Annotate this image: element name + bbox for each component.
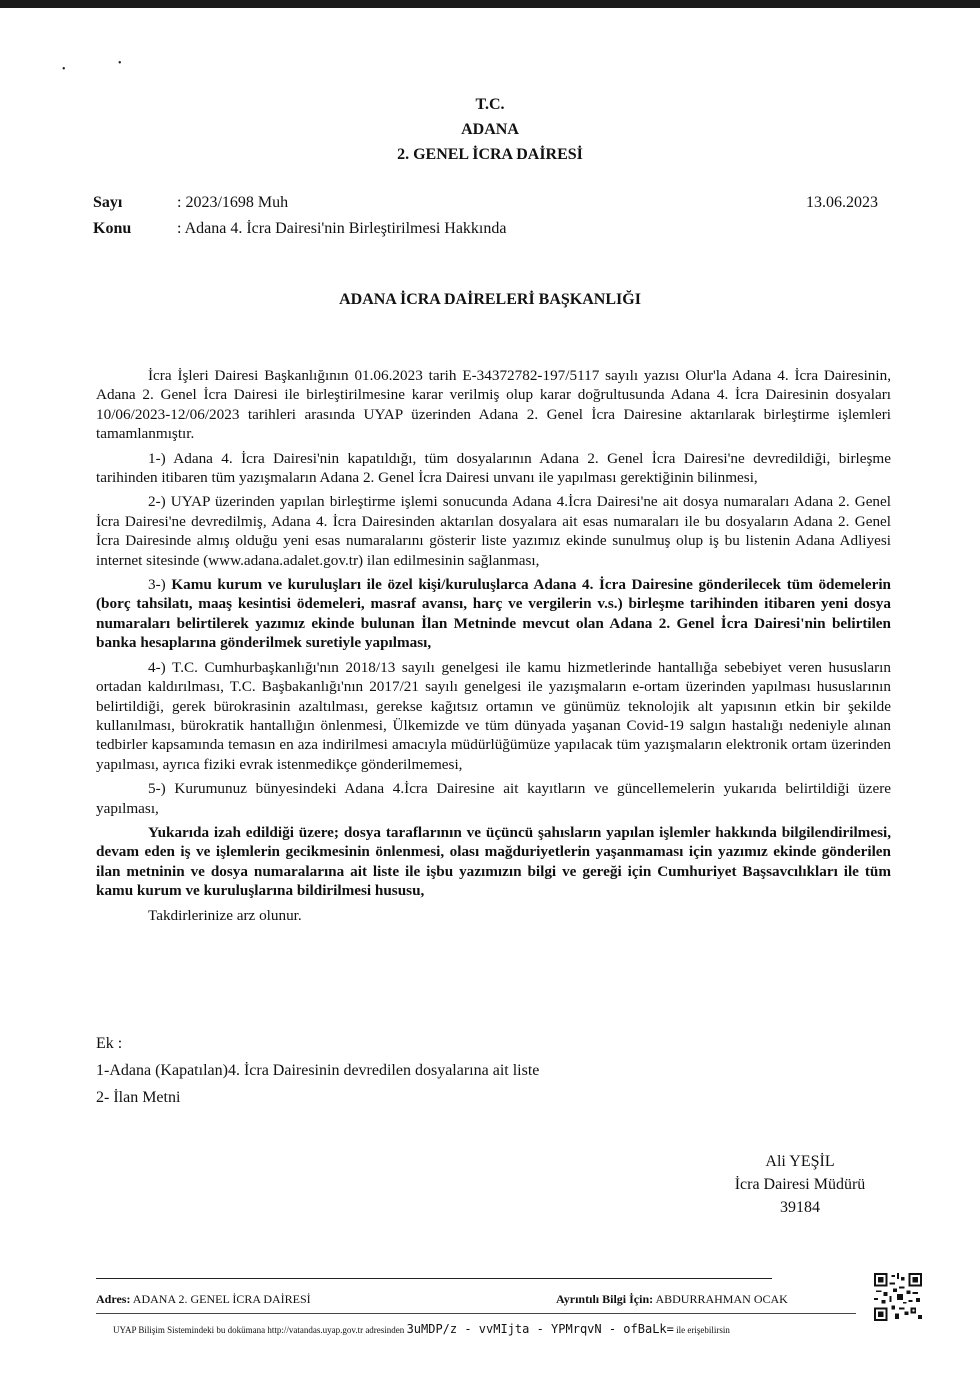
body-paragraph-2: 2-) UYAP üzerinden yapılan birleştirme işlemi sonucunda Adana 4.İcra Dairesi'ne ait dosya numaraları Adana 2. Genel İcra Dairesi'ne devredilmiş, Adana 4. İcra Dairesinden aktarılan dosyalara ait esas numaraları ile bu dosyaların Adana 2. Genel İcra Dairesinde almış olduğu yeni esas numaralarını gösterir liste yazımız ekinde sunulmuş olup iş bu listenin Adana Adliyesi internet sitesinde (www.adana.adalet.gov.tr) ilan edilmesinin sağlanması, (96, 493, 891, 569)
signer-number: 39184 (780, 1199, 820, 1216)
scan-speck: • (62, 64, 66, 75)
verification-suffix: ile erişebilirsin (676, 1325, 730, 1335)
verification-code: 3uMDP/z - vvMIjta - YPMrqvN - ofBaLk= (406, 1322, 674, 1336)
footer-contact (556, 1292, 788, 1307)
footer-divider (96, 1278, 772, 1279)
contact-label: Ayrıntılı Bilgi İçin: (556, 1292, 654, 1306)
verification-line (113, 1322, 730, 1336)
scan-top-edge (0, 0, 980, 8)
signature-block (700, 1150, 900, 1219)
sayi-value: : 2023/1698 Muh (177, 194, 289, 211)
sayi-row (93, 194, 288, 212)
address-value: ADANA 2. GENEL İCRA DAİRESİ (132, 1292, 311, 1306)
body-paragraph-4: 4-) T.C. Cumhurbaşkanlığı'nın 2018/13 sayılı genelgesi ile kamu hizmetlerinde hantallığa sebebiyet veren hususların ortadan kaldırılması, T.C. Başbakanlığı'nın 2017/21 sayılı genelgesi ile yazışmaların e-ortam üzerinden yapılması hususlarının belirtildiği, gerek bürokrasinin azaltılması, gerekse kağıtsız ortamın ve günümüz teknolojik alt yapısının etkin bir şekilde kullanılması, bürokratik hantallığın önlenmesi, Ülkemizde ve tüm dünyada yaşanan Covid-19 salgın hastalığı nedeniyle alınan tedbirler kapsamında temasın en aza indirilmesi amacıyla müdürlüğümüze yapılacak tüm yazışmaların elektronik ortam üzerinden yapılması, ayrıca fiziki evrak istenmedikçe gönderilmemesi, (96, 658, 891, 773)
body-paragraph-3 (96, 575, 891, 653)
document-header (0, 92, 980, 167)
attachments (96, 1030, 539, 1111)
signer-name: Ali YEŞİL (765, 1153, 835, 1170)
header-line-tc: T.C. (475, 96, 505, 113)
addressee: ADANA İCRA DAİRELERİ BAŞKANLIĞI (339, 291, 641, 308)
document-date: 13.06.2023 (806, 194, 878, 211)
document-body (96, 366, 891, 930)
verification-prefix: UYAP Bilişim Sistemindeki bu dokümana http://vatandas.uyap.gov.tr adresinden (113, 1325, 405, 1335)
konu-label: Konu (93, 220, 132, 237)
body-closing: Takdirlerinize arz olunur. (148, 906, 302, 924)
body-paragraph-conclusion: Yukarıda izah edildiği üzere; dosya taraflarının ve üçüncü şahısların yapılan işlemler hakkında bilgilendirilmesi, devam eden iş ve işlemlerin gecikmesinin önlenmesi, olası mağduriyetlerin yaşanmaması için yazımız ekinde gönderilen ilan metninin ve dosya numaralarına ait liste ile işbu yazımızın bilgi ve gereği için Cumhuriyet Başsavcılıkları ile tüm kamu kurum ve kuruluşlarına bildirilmesi hususu, (96, 823, 891, 900)
scan-speck: • (118, 58, 122, 69)
body-paragraph-1: 1-) Adana 4. İcra Dairesi'nin kapatıldığı, tüm dosyalarının Adana 2. Genel İcra Dairesi'ne devredildiği, birleşme tarihinden itibaren tüm yazışmaların Adana 2. Genel İcra Dairesi unvanı ile yapılması gerektiğinin bilinmesi, (96, 449, 891, 487)
header-line-city: ADANA (461, 121, 519, 138)
paragraph-3-text: Kamu kurum ve kuruluşları ile özel kişi/kuruluşlarca Adana 4. İcra Dairesine gönderilecek tüm ödemelerin (borç tahsilatı, maaş kesintisi ödemeleri, masraf avansı, harç ve vergilerin v.s.) birleşme tarihinden itibaren yeni dosya numaraları belirtilerek yazımız ekinde bulunan İlan Metninde mevcut olan Adana 2. Genel İcra Dairesi'nin belirtilen banka hesaplarına gönderilmek suretiyle yapılması, (96, 576, 891, 652)
body-paragraph-5: 5-) Kurumunuz bünyesindeki Adana 4.İcra Dairesine ait kayıtların ve güncellemelerin yukarıda belirtildiği üzere yapılması, (96, 780, 891, 817)
attachment-item: 2- İlan Metni (96, 1089, 181, 1106)
footer-address (96, 1292, 311, 1307)
address-label: Adres: (96, 1292, 131, 1306)
signer-title: İcra Dairesi Müdürü (734, 1176, 866, 1193)
footer-divider-lower (96, 1313, 856, 1314)
konu-row (93, 220, 506, 238)
sayi-label: Sayı (93, 194, 123, 211)
paragraph-3-number: 3-) (148, 576, 172, 594)
konu-value: : Adana 4. İcra Dairesi'nin Birleştirilmesi Hakkında (177, 220, 507, 237)
contact-value: ABDURRAHMAN OCAK (655, 1292, 788, 1306)
attachments-label: Ek : (96, 1035, 123, 1052)
qr-code-icon (874, 1273, 922, 1321)
header-line-office: 2. GENEL İCRA DAİRESİ (397, 146, 583, 163)
attachment-item: 1-Adana (Kapatılan)4. İcra Dairesinin devredilen dosyalarına ait liste (96, 1062, 540, 1079)
body-paragraph-intro: İcra İşleri Dairesi Başkanlığının 01.06.2023 tarih E-34372782-197/5117 sayılı yazısı Olur'la Adana 4. İcra Dairesinin, Adana 2. Genel İcra Dairesi ile birleştirilmesine karar verilmiş olup karar doğrultusunda Adana 4. İcra Dairesinin dosyaları 10/06/2023-12/06/2023 tarihleri arasında UYAP üzerinden Adana 2. Genel İcra Dairesine aktarılarak birleştirme işlemleri tamamlanmıştır. (96, 367, 891, 443)
